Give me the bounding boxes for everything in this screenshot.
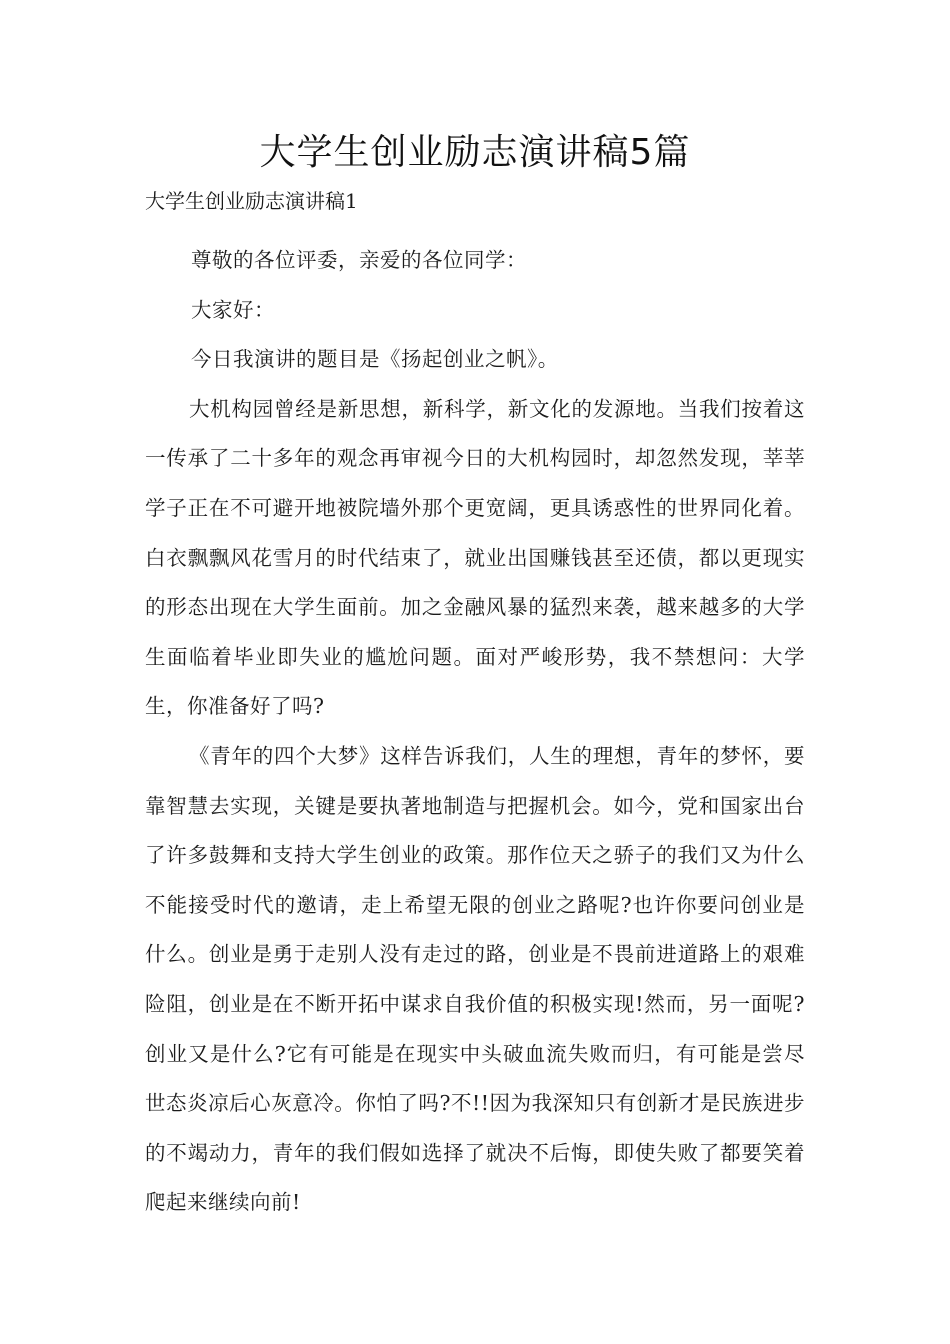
section-heading: 大学生创业励志演讲稿1 [145, 189, 358, 213]
paragraph-salutation: 尊敬的各位评委，亲爱的各位同学： [191, 248, 527, 272]
paragraph-topic: 今日我演讲的题目是《扬起创业之帆》。 [191, 347, 559, 372]
document-body [145, 236, 805, 1228]
paragraph-greeting: 大家好： [191, 297, 275, 322]
document-title: 大学生创业励志演讲稿5篇 [259, 132, 691, 173]
paragraph-body-2: 《青年的四个大梦》这样告诉我们，人生的理想，青年的梦怀，要靠智慧去实现，关键是要执著地制造与把握机会。如今，党和国家出台了许多鼓舞和支持大学生创业的政策。那作位天之骄子的我们又为什么不能接受时代的邀请，走上希望无限的创业之路呢?也许你要问创业是什么。创业是勇于走别人没有走过的路，创业是不畏前进道路上的艰难险阻，创业是在不断开拓中谋求自我价值的积极实现!然而，另一面呢?创业又是什么?它有可能是在现实中头破血流失败而归，有可能是尝尽世态炎凉后心灰意冷。你怕了吗?不!!因为我深知只有创新才是民族进步的不竭动力，青年的我们假如选择了就决不后悔，即使失败了都要笑着爬起来继续向前! [145, 743, 805, 1215]
paragraph-body-1: 大机构园曾经是新思想，新科学，新文化的发源地。当我们按着这一传承了二十多年的观念再审视今日的大机构园时，却忽然发现，莘莘学子正在不可避开地被院墙外那个更宽阔，更具诱惑性的世界同化着。白衣飘飘风花雪月的时代结束了，就业出国赚钱甚至还债，都以更现实的形态出现在大学生面前。加之金融风暴的猛烈来袭，越来越多的大学生面临着毕业即失业的尴尬问题。面对严峻形势，我不禁想问：大学生，你准备好了吗? [145, 396, 805, 719]
